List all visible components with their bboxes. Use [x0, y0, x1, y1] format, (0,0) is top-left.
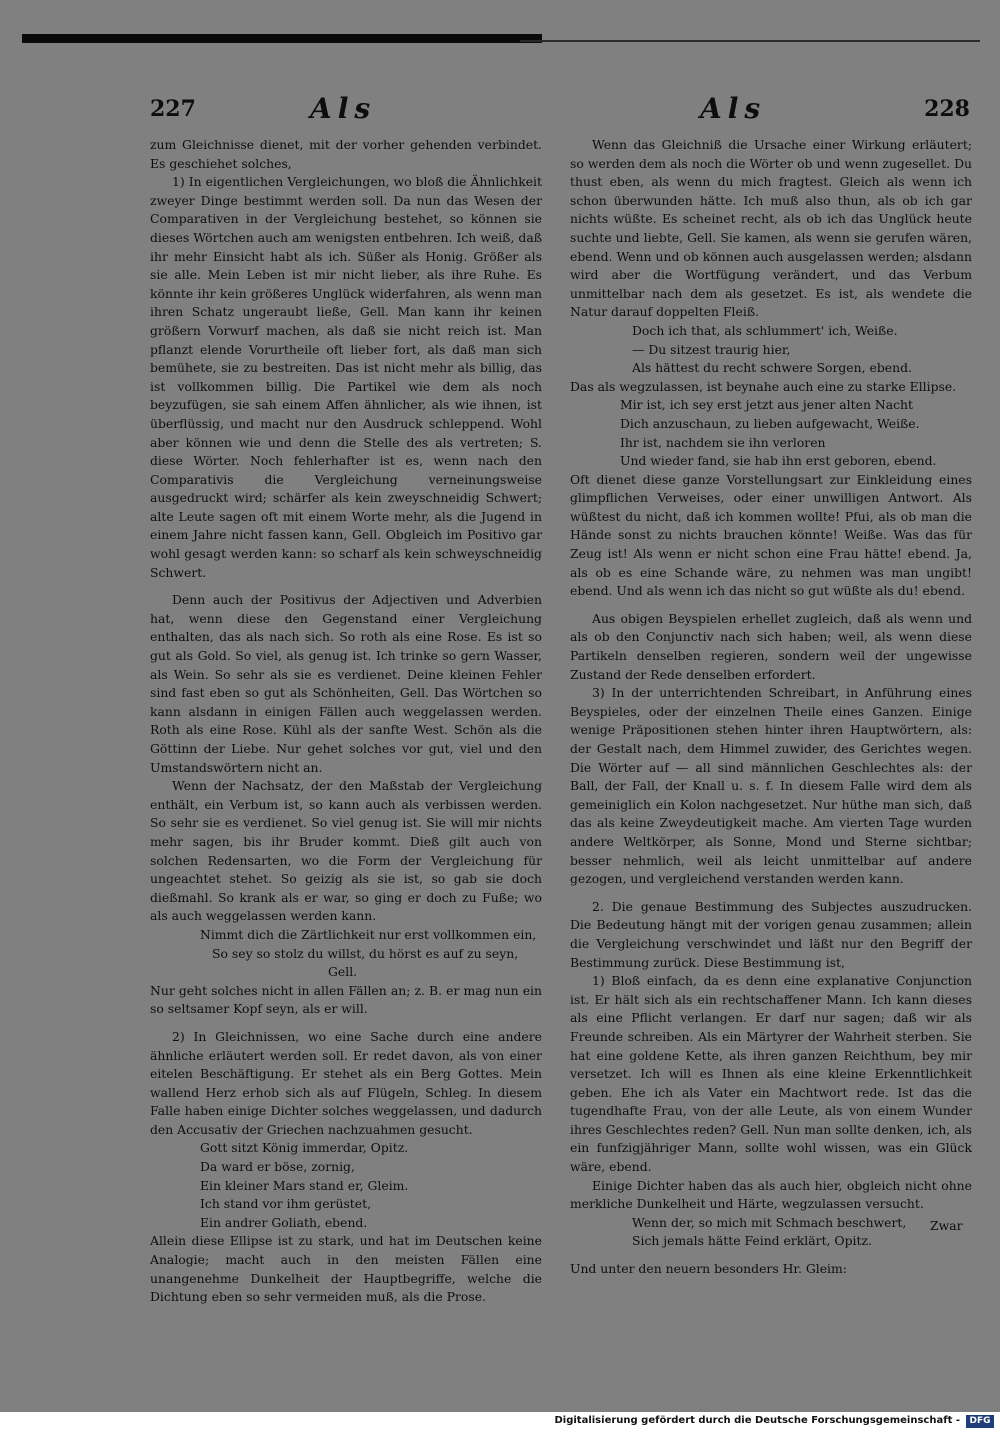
paragraph: Wenn der Nachsatz, der den Maßstab der Vergleichung enthält, ein Verbum ist, so kann auch als verbissen werden. So sehr sie es verdienet. So viel genug ist. Sie will mir nichts mehr sagen, bis ihr Bruder kommt. Dieß gilt auch von solchen Redensarten, wo die Form der Vergleichung für ungeachtet stehet. So geizig als sie ist, so gab sie doch dießmahl. So krank als er war, so ging er doch zu Fuße; wo als auch weggelassen werden kann.: [150, 778, 542, 924]
scan-edge-bar: [22, 34, 542, 43]
left-running-head: Als: [310, 92, 377, 125]
verse-line: Da ward er böse, zornig,: [200, 1159, 355, 1175]
paragraph: Allein diese Ellipse ist zu stark, und hat im Deutschen keine Analogie; macht auch in den meisten Fällen eine unangenehme Dunkelheit der Hauptbegriffe, welche die Dichtung eben so sehr vermeiden muß, als die Prose.: [150, 1233, 542, 1305]
verse-line: Dich anzuschaun, zu lieben aufgewacht, Weiße.: [620, 415, 920, 431]
verse-line: Ich stand vor ihm gerüstet,: [200, 1196, 372, 1212]
paragraph: Wenn das Gleichniß die Ursache einer Wirkung erläutert; so werden dem als noch die Wörter ob und wenn zugesellet. Du thust eben, als wenn du mich fragtest. Gleich als wenn ich schon überwunden hätte. Ich muß also thun, als ob ich gar nichts wüßte. Es scheinet recht, als ob ich das Unglück heute suchte und liebte, Gell. Sie kamen, als wenn sie gerufen wären, ebend. Wenn und ob können auch ausgelassen werden; alsdann wird aber die Wortfügung verändert, und das Verbum unmittelbar nach dem als gesetzet. Es ist, als wendete die Natur darauf doppelten Fleiß.: [570, 137, 972, 320]
verse-line: Doch ich that, als schlummert' ich, Weiße.: [632, 322, 898, 338]
paragraph: Und unter den neuern besonders Hr. Gleim:: [570, 1261, 847, 1277]
verse-line: So sey so stolz du willst, du hörst es auf zu seyn,: [212, 945, 519, 961]
paragraph: Aus obigen Beyspielen erhellet zugleich, daß als wenn und als ob den Conjunctiv nach sich haben; weil, als wenn diese Partikeln denselben regieren, sondern weil der ungewisse Zustand der Rede denselben erfordert.: [570, 610, 972, 682]
left-page-number: 227: [150, 96, 196, 122]
paragraph: Nur geht solches nicht in allen Fällen an; z. B. er mag nun ein so seltsamer Kopf seyn, als er will.: [150, 982, 542, 1017]
paragraph: Denn auch der Positivus der Adjectiven und Adverbien hat, wenn diese den Gegenstand einer Vergleichung enthalten, das als nach sich. So roth als eine Rose. Es ist so gut als Gold. So viel, als genug ist. Ich trinke so gern Wasser, als Wein. So sehr als sie es verdienet. Deine kleinen Fehler sind fast eben so gut als Schönheiten, Gell. Das Wörtchen so kann alsdann in einigen Fällen auch weggelassen werden. Roth als eine Rose. Kühl als der sanfte West. Schön als die Göttinn der Liebe. Nur gehet solches vor gut, viel und den Umstandswörtern nicht an.: [150, 592, 542, 775]
verse-line: Ein kleiner Mars stand er, Gleim.: [200, 1177, 409, 1193]
left-page-header: [150, 92, 550, 130]
paragraph: Das als wegzulassen, ist beynahe auch eine zu starke Ellipse.: [570, 378, 957, 394]
verse-line: Sich jemals hätte Feind erklärt, Opitz.: [632, 1233, 872, 1249]
right-running-head: Als: [700, 92, 767, 125]
paragraph: Einige Dichter haben das als auch hier, obgleich nicht ohne merkliche Dunkelheit und Härte, wegzulassen versucht.: [570, 1177, 972, 1212]
paragraph: 2. Die genaue Bestimmung des Subjectes auszudrucken. Die Bedeutung hängt mit der vorigen genau zusammen; allein die Vergleichung verschwindet und läßt nur den Begriff der Bestimmung zurück. Diese Bestimmung ist,: [570, 898, 972, 970]
right-page-number: 228: [924, 96, 970, 122]
verse-line: Als hättest du recht schwere Sorgen, ebend.: [632, 360, 912, 376]
verse-line: Wenn der, so mich mit Schmach beschwert,: [632, 1214, 907, 1230]
paragraph: 3) In der unterrichtenden Schreibart, in Anführung eines Beyspieles, oder der einzelnen Theile eines Ganzen. Einige wenige Präpositionen stehen hinter ihren Hauptwörtern, als: der Gestalt nach, dem Himmel zuwider, des Gerichtes wegen. Die Wörter auf — all sind männlichen Geschlechtes als: der Ball, der Fall, der Knall u. s. f. In diesem Falle wird dem als gemeiniglich ein Kolon nachgesetzet. Nur hüthe man sich, daß das als keine Zweydeutigkeit mache. Am vierten Tage wurden andere Weltkörper, als Sonne, Mond und Sterne sichtbar; besser nehmlich, weil als leicht unmittelbar auf andere gezogen, und vergleichend verstanden werden kann.: [570, 685, 972, 887]
paragraph: Oft dienet diese ganze Vorstellungsart zur Einkleidung eines glimpflichen Verweises, oder einer unwilligen Antwort. Als wüßtest du nicht, daß ich kommen wollte! Pfui, als ob man die Hände sonst zu nichts brauchen könnte! Weiße. Was das für Zeug ist! Als wenn er nicht schon eine Frau hätte! ebend. Ja, als ob es eine Schande wäre, zu nehmen was man ungibt! ebend. Und als wenn ich das nicht so gut wüßte als du! ebend.: [570, 471, 972, 599]
paragraph: 1) Bloß einfach, da es denn eine explanative Conjunction ist. Er hält sich als ein rechtschaffener Mann. Ich kann dieses als eine Pflicht verlangen. Er darf nur sagen; daß wir als Freunde schreiben. Als ein Märtyrer der Wahrheit sterben. Sie hat eine goldene Kette, als ihren ganzen Reichthum, bey mir versetzet. Ich will es Ihnen als eine kleine Erkenntlichkeit geben. Ehe ich als Vater ein Machtwort rede. Ist das die tugendhafte Frau, von der alle Leute, als von einem Wunder ihres Geschlechtes reden? Gell. Nun man sollte denken, ich, als ein funfzigjähriger Mann, sollte wohl wissen, was ein Glück wäre, ebend.: [570, 973, 972, 1175]
footer-bar: [0, 1412, 1000, 1432]
funding-credit: Digitalisierung gefördert durch die Deutsche Forschungsgemeinschaft -: [554, 1415, 960, 1426]
right-text-column: [570, 136, 972, 1279]
paragraph: 2) In Gleichnissen, wo eine Sache durch eine andere ähnliche erläutert werden soll. Er redet davon, als von einer eitelen Beschäftigung. Er stehet als ein Berg Gottes. Mein wallend Herz erhob sich als auf Flügeln, Schleg. In diesem Falle haben einige Dichter solches weggelassen, und dadurch den Accusativ der Griechen nachzuahmen gesucht.: [150, 1028, 542, 1137]
left-text-column: [150, 136, 542, 1307]
verse-line: Ein andrer Goliath, ebend.: [200, 1214, 368, 1230]
dfg-logo: DFG: [966, 1415, 994, 1428]
right-page-header: [590, 92, 970, 130]
verse-line: Und wieder fand, sie hab ihn erst geboren, ebend.: [620, 453, 937, 469]
verse-line: Gott sitzt König immerdar, Opitz.: [200, 1140, 409, 1156]
verse-line: — Du sitzest traurig hier,: [632, 341, 791, 357]
paragraph: zum Gleichnisse dienet, mit der vorher gehenden verbindet. Es geschiehet solches,: [150, 137, 542, 171]
scan-edge-line: [520, 40, 980, 42]
paragraph: 1) In eigentlichen Vergleichungen, wo bloß die Ähnlichkeit zweyer Dinge bestimmt werden soll. Da nun das Wesen der Comparativen in der Vergleichung bestehet, so können sie dieses Wörtchen auch am wenigsten entbehren. Ich weiß, daß ihr mehr Einsicht habt als ich. Süßer als Honig. Größer als sie alle. Mein Leben ist mir nicht lieber, als ihre Ruhe. Es könnte ihr kein größeres Unglück widerfahren, als wenn man ihren Schatz ungeraubt ließe, Gell. Man kann ihr keinen größern Vorwurf machen, als daß sie nicht reich ist. Man pflanzt elende Vorurtheile oft lieber fort, als daß man sich bemühete, sie zu bestreiten. Das ist nicht mehr als billig, das ist vollkommen billig. Die Partikel wie dem als noch beyzufügen, sie sah einem Affen ähnlicher, als wie ihnen, ist überflüssig, und macht nur den Ausdruck schleppend. Wohl aber können wie und denn die Stelle des als vertreten; S. diese Wörter. Noch fehlerhafter ist es, wenn nach den Comparativis die Vergleichung verneinungsweise ausgedruckt wird; schärfer als kein zweyschneidig Schwert; alte Leute sagen oft mit einem Worte mehr, als die Jugend in einem Jahre nicht fassen kann, Gell. Obgleich im Positivo gar wohl gesagt werden kann: so scharf als kein schweyschneidig Schwert.: [150, 174, 542, 580]
verse-line: Nimmt dich die Zärtlichkeit nur erst vollkommen ein,: [200, 926, 537, 942]
verse-line: Mir ist, ich sey erst jetzt aus jener alten Nacht: [620, 397, 913, 413]
catchword: Zwar: [930, 1218, 963, 1233]
verse-line: Gell.: [328, 964, 358, 980]
verse-line: Ihr ist, nachdem sie ihn verloren: [620, 434, 826, 450]
